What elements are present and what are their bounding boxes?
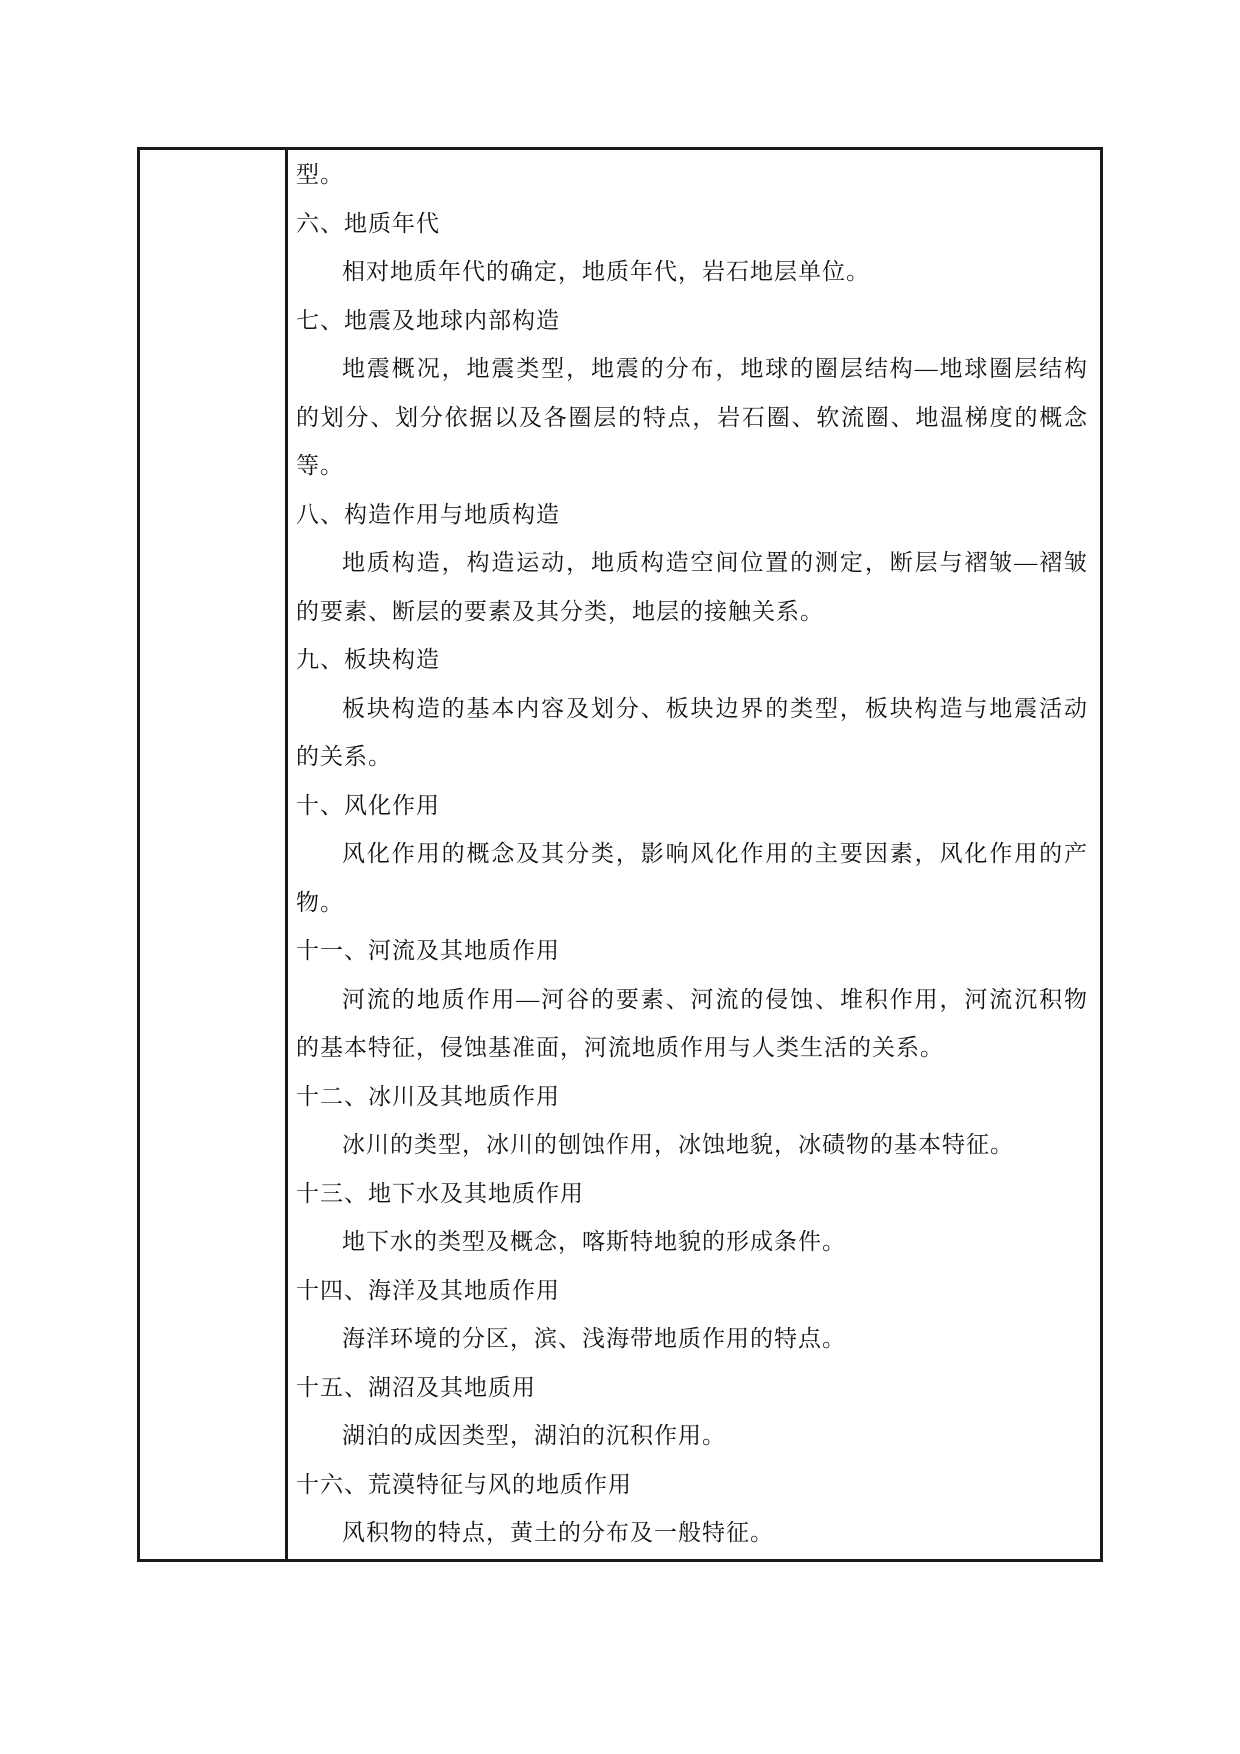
- text-line: 的基本特征，侵蚀基准面，河流地质作用与人类生活的关系。: [296, 1035, 944, 1060]
- text-line: 九、板块构造: [296, 647, 440, 672]
- text-line: 的要素、断层的要素及其分类，地层的接触关系。: [296, 598, 824, 624]
- text-line: 等。: [296, 453, 344, 478]
- text-line: 海洋环境的分区，滨、浅海带地质作用的特点。: [342, 1326, 846, 1351]
- text-line: 十、风化作用: [296, 792, 440, 818]
- text-line: 八、构造作用与地质构造: [296, 501, 560, 527]
- table-text-content: [288, 150, 1100, 1559]
- text-line: 十三、地下水及其地质作用: [296, 1180, 584, 1206]
- text-line: 板块构造的基本内容及划分、板块边界的类型，板块构造与地震活动: [342, 695, 1088, 721]
- text-line: 的划分、划分依据以及各圈层的特点，岩石圈、软流圈、地温梯度的概念: [296, 404, 1088, 430]
- text-line: 地质构造，构造运动，地质构造空间位置的测定，断层与褶皱—褶皱: [342, 550, 1088, 575]
- text-line: 十一、河流及其地质作用: [296, 938, 560, 963]
- text-line: 的关系。: [296, 744, 392, 769]
- text-line: 湖泊的成因类型，湖泊的沉积作用。: [342, 1423, 726, 1448]
- table-left-empty-cell: [140, 150, 288, 1559]
- text-line: 冰川的类型，冰川的刨蚀作用，冰蚀地貌，冰碛物的基本特征。: [342, 1132, 1014, 1157]
- text-line: 型。: [296, 162, 344, 187]
- text-line: 十二、冰川及其地质作用: [296, 1083, 560, 1109]
- text-line: 地震概况，地震类型，地震的分布，地球的圈层结构—地球圈层结构: [342, 356, 1088, 381]
- text-line: 七、地震及地球内部构造: [296, 307, 560, 333]
- text-line: 相对地质年代的确定，地质年代，岩石地层单位。: [342, 259, 870, 284]
- text-line: 风化作用的概念及其分类，影响风化作用的主要因素，风化作用的产: [342, 841, 1088, 866]
- syllabus-table: [137, 147, 1103, 1562]
- text-line: 六、地质年代: [296, 210, 440, 236]
- text-line: 十六、荒漠特征与风的地质作用: [296, 1471, 632, 1497]
- text-line: 河流的地质作用—河谷的要素、河流的侵蚀、堆积作用，河流沉积物: [342, 986, 1088, 1012]
- text-line: 物。: [296, 889, 344, 915]
- text-line: 风积物的特点，黄土的分布及一般特征。: [342, 1520, 774, 1545]
- text-line: 十五、湖沼及其地质用: [296, 1374, 536, 1400]
- text-line: 地下水的类型及概念，喀斯特地貌的形成条件。: [342, 1229, 846, 1254]
- text-line: 十四、海洋及其地质作用: [296, 1277, 560, 1303]
